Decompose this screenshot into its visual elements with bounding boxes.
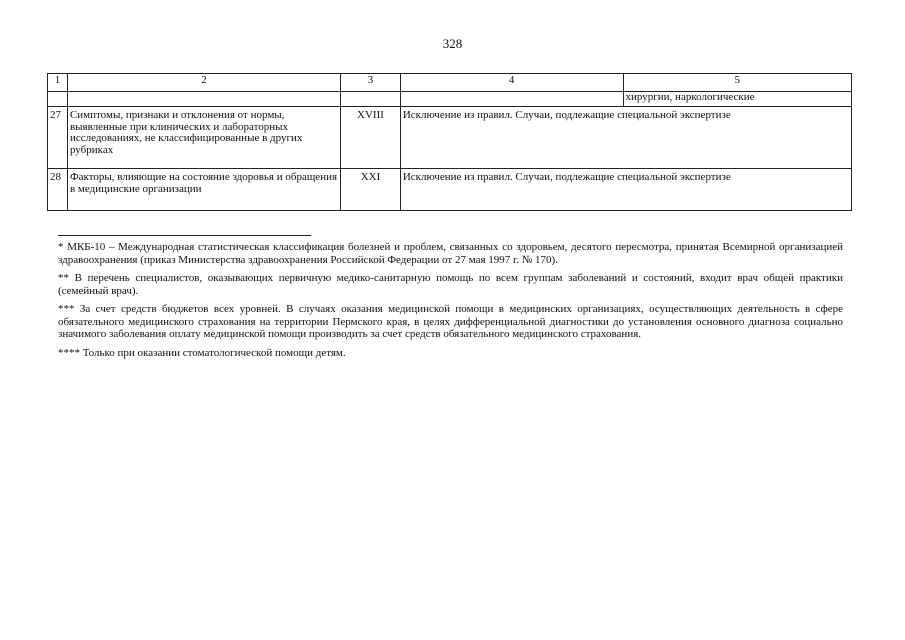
- header-cell-3: 3: [341, 74, 401, 92]
- header-cell-2: 2: [67, 74, 340, 92]
- row-name: Факторы, влияющие на состояние здоровья и обращения в медицинские организации: [67, 169, 340, 211]
- row-class: XXI: [341, 169, 401, 211]
- continuation-cell-5: хирургии, наркологические: [623, 92, 851, 107]
- footnotes: [58, 241, 843, 365]
- footnote-4: **** Только при оказании стоматологической помощи детям.: [58, 346, 346, 359]
- header-cell-4: 4: [400, 74, 623, 92]
- continuation-cell-2: [67, 92, 340, 107]
- footnote-2: ** В перечень специалистов, оказывающих первичную медико-санитарную помощь по всем группам заболеваний и состояний, входит врач общей практики (семейный врач).: [58, 272, 843, 297]
- table-row: [48, 169, 852, 211]
- footnote-1: * МКБ-10 – Международная статистическая классификация болезней и проблем, связанных со здоровьем, десятого пересмотра, принятая Всемирной организацией здравоохранения (приказ Министерства здравоохранения Российской Федерации от 27 мая 1997 г. № 170).: [58, 241, 843, 266]
- row-note: Исключение из правил. Случаи, подлежащие специальной экспертизе: [400, 107, 851, 169]
- continuation-row: [48, 92, 852, 107]
- footnote-divider: [58, 235, 311, 236]
- page-number: 328: [442, 36, 463, 51]
- footnote-3: *** За счет средств бюджетов всех уровней. В случаях оказания медицинской помощи в медицинских организациях, осуществляющих деятельность в сфере обязательного медицинского страхования на территории Пермского края, в целях дифференциальной диагностики до установления основного диагноза социально значимого заболевания оплату медицинской помощи производить за счет средств обязательного медицинского страхования.: [58, 303, 843, 340]
- table-header-row: [48, 74, 852, 92]
- header-cell-1: 1: [48, 74, 68, 92]
- main-table: [47, 73, 852, 211]
- row-number: 28: [48, 169, 68, 211]
- row-class: XVIII: [341, 107, 401, 169]
- continuation-cell-3: [341, 92, 401, 107]
- continuation-cell-1: [48, 92, 68, 107]
- header-cell-5: 5: [623, 74, 851, 92]
- row-number: 27: [48, 107, 68, 169]
- continuation-cell-4: [400, 92, 623, 107]
- table-row: [48, 107, 852, 169]
- row-note: Исключение из правил. Случаи, подлежащие специальной экспертизе: [400, 169, 851, 211]
- row-name: Симптомы, признаки и отклонения от нормы, выявленные при клинических и лабораторных исследованиях, не классифицированные в других рубриках: [67, 107, 340, 169]
